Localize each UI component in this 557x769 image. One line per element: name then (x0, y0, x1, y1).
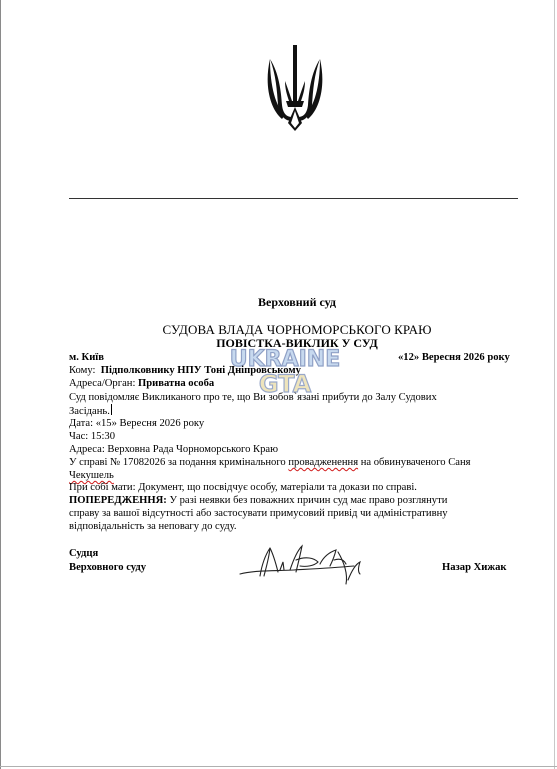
recipient-label: Кому: (69, 365, 96, 376)
notice-line-1: Суд повідомляє Викликаного про те, що Ви зобов`язані прибути до Залу Судових (69, 392, 437, 403)
page-border-bottom (0, 766, 557, 767)
authority-title: СУДОВА ВЛАДА ЧОРНОМОРСЬКОГО КРАЮ (162, 322, 432, 337)
document-type: ПОВІСТКА-ВИКЛИК У СУД (216, 336, 378, 350)
svg-text:GTA: GTA (258, 370, 312, 398)
issue-date: «12» Вересня 2026 року (398, 352, 510, 363)
hearing-date: Дата: «15» Вересня 2026 року (69, 418, 205, 429)
notice-line-2-text: Засідань. (69, 406, 110, 417)
hearing-time: Час: 15:30 (69, 431, 116, 442)
svg-text:UKRAINE: UKRAINE (229, 347, 341, 372)
city: м. Київ (69, 352, 104, 363)
bring-documents: При собі мати: Документ, що посвідчує особу, матеріали та докази по справі. (69, 482, 417, 493)
recipient-row (69, 364, 301, 377)
warning-line-2: справу за вашої відсутності або застосувати примусовий привід чи адміністративну (69, 508, 448, 519)
warning-text-1: У разі неявки без поважних причин суд має право розглянути (166, 495, 448, 506)
address-row (69, 377, 214, 390)
page-border-left (0, 0, 1, 769)
case-text-end: на обвинуваченого Саня (358, 457, 471, 468)
header-divider (69, 198, 518, 199)
case-line (69, 456, 471, 469)
hearing-address: Адреса: Верховна Рада Чорноморського Краю (69, 444, 279, 455)
defendant-surname[interactable]: Чекушель (69, 470, 114, 481)
signer-title-2: Верховного суду (69, 562, 147, 573)
text-cursor (111, 404, 112, 415)
warning-line-3: відповідальність за неповагу до суду. (69, 521, 237, 532)
trident-emblem-icon (266, 45, 324, 131)
handwritten-signature (236, 540, 366, 590)
address-value: Приватна особа (138, 378, 215, 389)
court-name: Верховний суд (258, 295, 336, 309)
signer-title-1: Судця (69, 548, 99, 559)
recipient-value: Підполковнику НПУ Тоні Дніпровському (100, 365, 301, 376)
page-border-right (554, 0, 555, 769)
warning-line-1 (69, 494, 447, 507)
misspelled-word[interactable]: провадженення (288, 457, 359, 468)
address-label: Адреса/Орган: (69, 378, 136, 389)
case-text-start: У справі № 17082026 за подання кримінального (69, 457, 289, 468)
notice-line-2[interactable] (69, 404, 112, 418)
warning-label: ПОПЕРЕДЖЕННЯ: (69, 495, 167, 506)
judge-name: Назар Хижак (442, 562, 507, 573)
